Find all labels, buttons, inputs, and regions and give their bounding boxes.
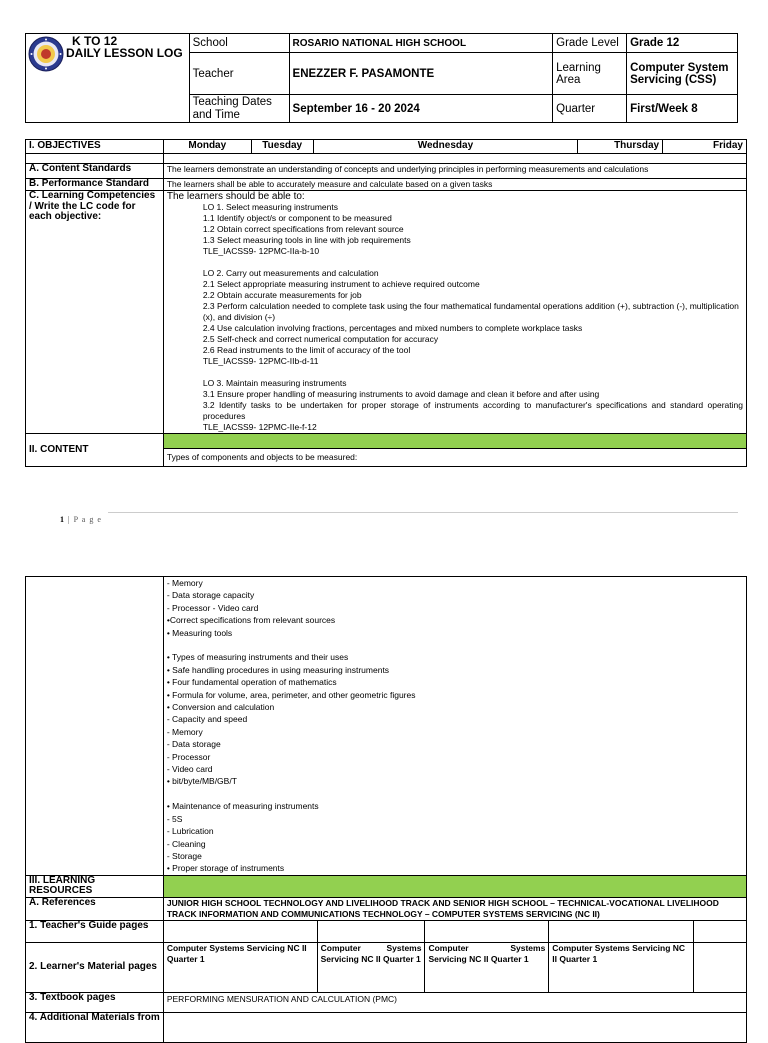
day-thursday: Thursday xyxy=(578,140,663,154)
school-label: School xyxy=(189,34,289,53)
objectives-table xyxy=(25,139,747,467)
tg-tuesday xyxy=(317,920,425,942)
additional-value xyxy=(163,1012,746,1042)
content-list-item: • Safe handling procedures in using measuring instruments xyxy=(166,664,390,675)
content-list-item: • Types of measuring instruments and their uses xyxy=(166,652,349,663)
page-word: P a g e xyxy=(73,515,102,524)
resources-green-bar xyxy=(163,875,746,897)
resources-table xyxy=(25,576,747,1043)
tg-friday xyxy=(694,920,747,942)
day-friday: Friday xyxy=(663,140,747,154)
lo3-code: TLE_IACSS9- 12PMC-IIe-f-12 xyxy=(202,422,317,432)
lo2-item: 2.4 Use calculation involving fractions, percentages and mixed numbers to complete workplace tasks xyxy=(202,323,583,333)
school-value: ROSARIO NATIONAL HIGH SCHOOL xyxy=(289,34,553,53)
header-table xyxy=(25,33,738,123)
objectives-heading: I. OBJECTIVES xyxy=(26,140,164,154)
lo1-block xyxy=(167,202,743,433)
tg-monday xyxy=(163,920,317,942)
resources-heading: III. LEARNING RESOURCES xyxy=(26,875,164,897)
dates-value: September 16 - 20 2024 xyxy=(289,95,553,123)
content-list-item: • Proper storage of instruments xyxy=(166,863,285,874)
teacher-guide-label: 1. Teacher's Guide pages xyxy=(26,920,164,942)
performance-standard: The learners shall be able to accurately measure and calculate based on a given tasks xyxy=(163,179,746,191)
content-list-item: - Memory xyxy=(166,578,203,588)
dates-label: Teaching Dates and Time xyxy=(189,95,289,123)
references-value: JUNIOR HIGH SCHOOL TECHNOLOGY AND LIVELIHOOD TRACK AND SENIOR HIGH SCHOOL – TECHNICAL-VOCATIONAL LIVELIHOOD TRACK INFORMATION AND COMMUNICATIONS TECHNOLOGY – COMPUTER SYSTEMS SERVICING (NC II) xyxy=(163,897,746,920)
dll-title-line1: K TO 12 xyxy=(72,34,118,48)
content-list-item: - Capacity and speed xyxy=(166,714,248,725)
content-list-item: • Formula for volume, area, perimeter, and other geometric figures xyxy=(166,689,416,700)
content-standards-label: A. Content Standards xyxy=(26,164,164,179)
performance-label: B. Performance Standard xyxy=(26,179,164,191)
learner-material-label: 2. Learner's Material pages xyxy=(26,942,164,992)
content-list-item: - 5S xyxy=(166,813,183,824)
deped-seal-icon xyxy=(28,36,64,72)
lo3-item: 3.1 Ensure proper handling of measuring instruments to avoid damage and clean it before and after using xyxy=(202,389,600,399)
teacher-label: Teacher xyxy=(189,53,289,95)
content-list-item: - Memory xyxy=(166,726,203,737)
content-standards: The learners demonstrate an understanding of concepts and underlying principles in performing measurements and calculations xyxy=(163,164,746,179)
day-wednesday: Wednesday xyxy=(313,140,577,154)
competencies-intro: The learners should be able to: xyxy=(166,191,305,202)
lm-friday xyxy=(694,942,747,992)
lm-monday: Computer Systems Servicing NC II Quarter 1 xyxy=(163,942,317,992)
content-green-bar xyxy=(163,434,746,449)
content-list-item: - Lubrication xyxy=(166,826,214,837)
lo3-title: LO 3. Maintain measuring instruments xyxy=(202,378,347,388)
lo2-title: LO 2. Carry out measurements and calculation xyxy=(202,268,379,278)
textbook-value: PERFORMING MENSURATION AND CALCULATION (PMC) xyxy=(163,992,746,1012)
lo2-item: 2.1 Select appropriate measuring instrument to achieve required outcome xyxy=(202,279,480,289)
content-list-item: •Correct specifications from relevant sources xyxy=(166,615,336,626)
area-value: Computer System Servicing (CSS) xyxy=(627,53,738,95)
page-number: 1 xyxy=(60,515,65,524)
lo2-item: 2.3 Perform calculation needed to complete task using the four mathematical fundamental operations addition (+), subtraction (-), multiplication (x), and division (÷) xyxy=(202,301,739,322)
dll-title xyxy=(66,35,183,59)
teacher-value: ENEZZER F. PASAMONTE xyxy=(289,53,553,95)
lo2-item: 2.5 Self-check and correct numerical computation for accuracy xyxy=(202,334,439,344)
content-list-item: - Cleaning xyxy=(166,838,206,849)
additional-label: 4. Additional Materials from xyxy=(26,1012,164,1042)
lo1-item: 1.3 Select measuring tools in line with job requirements xyxy=(202,235,411,245)
quarter-value: First/Week 8 xyxy=(627,95,738,123)
lo3-item: 3.2 Identify tasks to be undertaken for proper storage of instruments according to manufacturer's specifications and standard operating procedures xyxy=(202,400,743,421)
competencies-cell xyxy=(163,191,746,434)
grade-label: Grade Level xyxy=(553,34,627,53)
lm-tuesday: Computer Systems Servicing NC II Quarter 1 xyxy=(317,942,425,992)
content-list-item: • Conversion and calculation xyxy=(166,702,275,713)
area-label: Learning Area xyxy=(553,53,627,95)
content-list-item: - Storage xyxy=(166,850,202,861)
content-list-item: • Four fundamental operation of mathematics xyxy=(166,677,337,688)
day-tuesday: Tuesday xyxy=(251,140,313,154)
content-list-item: • Measuring tools xyxy=(166,627,233,638)
references-label: A. References xyxy=(26,897,164,920)
content-list-item: - Data storage capacity xyxy=(166,590,255,601)
content-intro: Types of components and objects to be measured: xyxy=(163,449,746,467)
lo1-item: 1.2 Obtain correct specifications from relevant source xyxy=(202,224,404,234)
content-list xyxy=(163,577,746,876)
dll-title-line2: DAILY LESSON LOG xyxy=(66,46,183,60)
tg-wednesday xyxy=(425,920,549,942)
content-heading: II. CONTENT xyxy=(26,434,164,467)
lo1-item: 1.1 Identify object/s or component to be measured xyxy=(202,213,392,223)
logo-cell xyxy=(26,34,190,123)
grade-value: Grade 12 xyxy=(627,34,738,53)
competencies-label: C. Learning Competencies / Write the LC code for each objective: xyxy=(26,191,164,434)
lm-wednesday: Computer Systems Servicing NC II Quarter 1 xyxy=(425,942,549,992)
quarter-label: Quarter xyxy=(553,95,627,123)
tg-thursday xyxy=(549,920,694,942)
content-list-item: - Data storage xyxy=(166,739,221,750)
lo2-item: 2.6 Read instruments to the limit of accuracy of the tool xyxy=(202,345,411,355)
content-list-item: - Video card xyxy=(166,764,213,775)
lo2-item: 2.2 Obtain accurate measurements for job xyxy=(202,290,362,300)
lo1-title: LO 1. Select measuring instruments xyxy=(202,202,338,212)
content-list-item: • Maintenance of measuring instruments xyxy=(166,801,319,812)
content-list-item: - Processor xyxy=(166,751,211,762)
page-footer: 1 | P a g e xyxy=(60,515,102,524)
content-list-item: - Processor - Video card xyxy=(166,602,259,613)
footer-rule xyxy=(108,512,738,513)
day-monday: Monday xyxy=(163,140,251,154)
lm-thursday: Computer Systems Servicing NC II Quarter 1 xyxy=(549,942,694,992)
content-continued-label xyxy=(26,577,164,876)
content-list-item: • bit/byte/MB/GB/T xyxy=(166,776,237,787)
textbook-label: 3. Textbook pages xyxy=(26,992,164,1012)
lo1-code: TLE_IACSS9- 12PMC-IIa-b-10 xyxy=(202,246,320,256)
lo2-code: TLE_IACSS9- 12PMC-IIb-d-11 xyxy=(202,356,319,366)
